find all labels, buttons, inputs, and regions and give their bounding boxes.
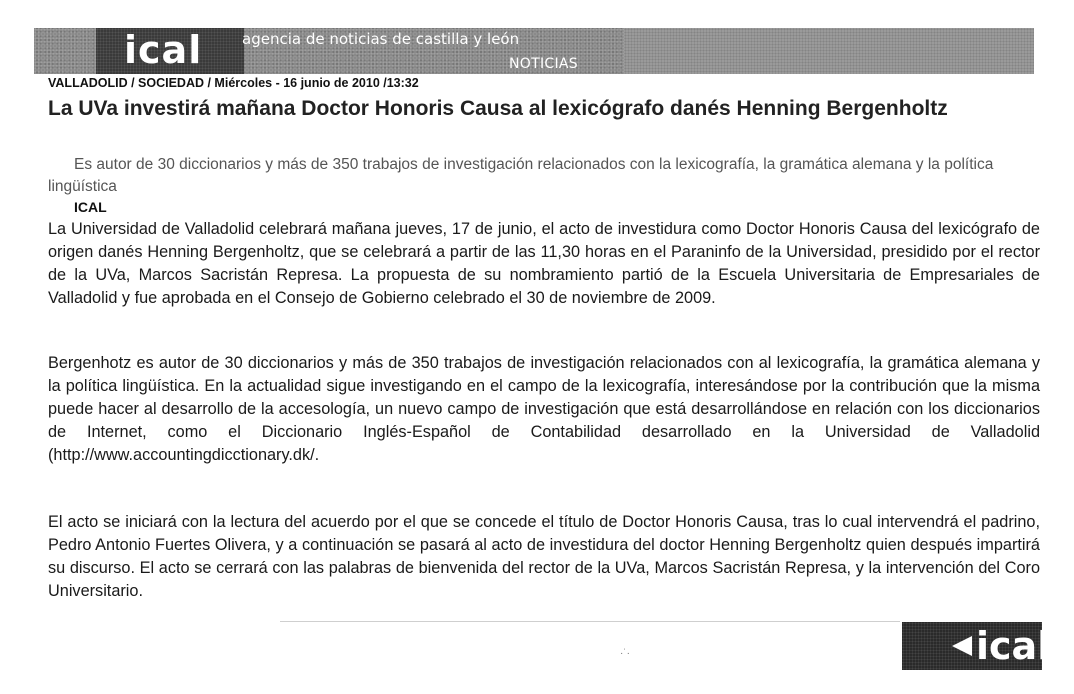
article-dateline: VALLADOLID / SOCIEDAD / Miércoles - 16 junio de 2010 /13:32 <box>48 76 419 90</box>
header-banner <box>34 28 1034 74</box>
arrow-left-icon <box>952 636 972 656</box>
article-paragraph: La Universidad de Valladolid celebrará mañana jueves, 17 de junio, el acto de investidura como Doctor Honoris Causa del lexicógrafo de origen danés Henning Bergenholtz, que se celebrará a partir de las 11,30 horas en el Paraninfo de la Universidad, presidido por el rector de la UVa, Marcos Sacristán Represa. La propuesta de su nombramiento partió de la Escuela Universitaria de Empresariales de Valladolid y fue aprobada en el Consejo de Gobierno celebrado el 30 de noviembre de 2009. <box>48 220 1040 307</box>
article-headline: La UVa investirá mañana Doctor Honoris Causa al lexicógrafo danés Henning Bergenholtz <box>48 97 948 120</box>
article-paragraph: Bergenhotz es autor de 30 diccionarios y más de 350 trabajos de investigación relacionados con al lexicografía, la gramática alemana y la política lingüística. En la actualidad sigue investigando en el campo de la lexicografía, interesándose por la contribución que la misma puede hacer al desarrollo de la accesología, un nuevo campo de investigación que está desarrollándose en relación con los diccionarios de Internet, como el Diccionario Inglés-Español de Contabilidad desarrollado en la Universidad de Valladolid (http://www.accountingdicctionary.dk/. <box>48 354 1040 464</box>
header-tagline: agencia de noticias de castilla y león <box>242 30 520 48</box>
footer-divider <box>280 621 900 622</box>
footer-logo: ical <box>976 624 1051 668</box>
header-banner-right <box>624 28 1034 74</box>
header-logo: ical <box>124 28 203 72</box>
scan-speck: ·˙· <box>620 648 630 659</box>
article-paragraph: El acto se iniciará con la lectura del acuerdo por el que se concede el título de Doctor Honoris Causa, tras lo cual intervendrá el padrino, Pedro Antonio Fuertes Olivera, y a continuación se pasará al acto de investidura del doctor Henning Bergenholtz quien después impartirá su discurso. El acto se cerrará con las palabras de bienvenida del rector de la UVa, Marcos Sacristán Represa, y la intervención del Coro Universitario. <box>48 513 1040 600</box>
article-subtitle: Es autor de 30 diccionarios y más de 350 trabajos de investigación relacionados con la lexicografía, la gramática alemana y la política lingüística <box>48 156 994 195</box>
header-section-label: NOTICIAS <box>509 56 578 72</box>
footer-logo-block <box>902 622 1051 670</box>
article-agency: ICAL <box>74 199 107 215</box>
